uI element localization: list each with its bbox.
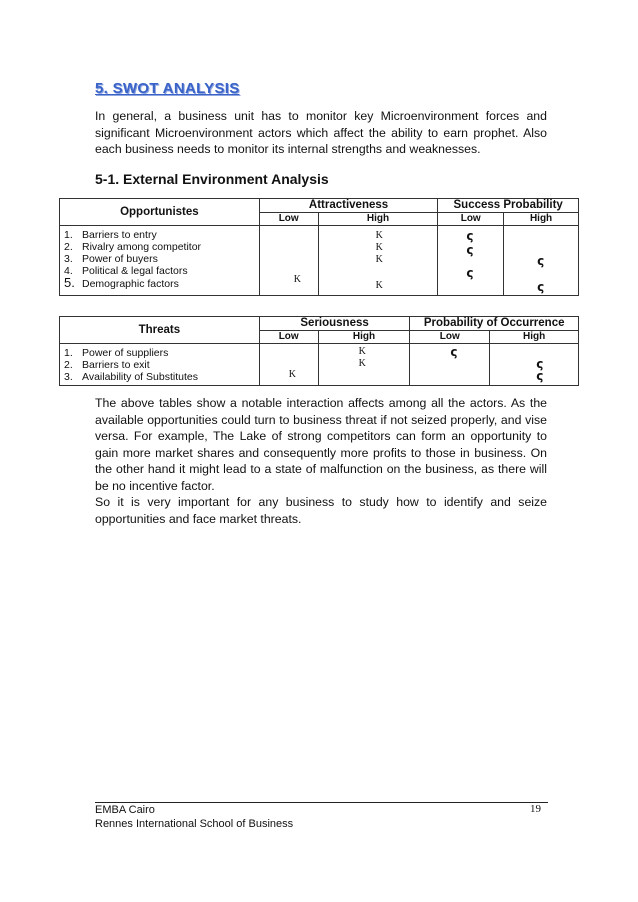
threats-header: Threats (60, 317, 260, 344)
success-low-cell (438, 226, 504, 296)
col-high: High (504, 213, 579, 226)
col-low: Low (438, 213, 504, 226)
occurrence-high-cell (490, 344, 579, 386)
col-high: High (318, 213, 438, 226)
seriousness-low-cell (259, 344, 318, 386)
probability-mark: ς (466, 266, 474, 280)
rating-mark: K (358, 358, 366, 369)
threats-list (60, 344, 260, 386)
rating-mark: K (293, 274, 301, 285)
list-item: 3. Availability of Substitutes (64, 371, 198, 383)
success-probability-header: Success Probability (438, 199, 579, 213)
col-high: High (490, 331, 579, 344)
list-item: 5. Demographic factors (64, 275, 179, 290)
probability-mark: ς (537, 254, 545, 268)
list-item: 2. Barriers to exit (64, 359, 150, 371)
probability-mark: ς (466, 243, 474, 257)
list-item: 1. Power of suppliers (64, 347, 169, 359)
col-low: Low (410, 331, 490, 344)
opportunities-list (60, 226, 260, 296)
body-paragraph (95, 395, 547, 527)
probability-occurrence-header: Probability of Occurrence (410, 317, 579, 331)
probability-mark: ς (466, 229, 474, 243)
probability-mark: ς (537, 280, 545, 294)
attractiveness-low-cell (259, 226, 318, 296)
footer-left (95, 803, 293, 831)
rating-mark: K (288, 369, 296, 380)
success-high-cell (504, 226, 579, 296)
section-title: 5. SWOT ANALYSIS (95, 80, 240, 97)
page-number: 19 (530, 803, 541, 815)
col-low: Low (259, 213, 318, 226)
list-item: 4. Political & legal factors (64, 265, 188, 277)
list-item: 1. Barriers to entry (64, 229, 157, 241)
list-item: 2. Rivalry among competitor (64, 241, 202, 253)
intro-paragraph: In general, a business unit has to monitor key Microenvironment forces and significant Microenvironment actors which affect the ability to earn prophet. Also each business needs to monitor its internal strengths and weaknesses. (95, 109, 547, 156)
opportunities-table (59, 198, 579, 296)
rating-mark: K (375, 280, 383, 291)
occurrence-low-cell (410, 344, 490, 386)
rating-mark: K (358, 346, 366, 357)
seriousness-high-cell (318, 344, 410, 386)
body-text-conclusion: So it is very important for any business to study how to identify and seize opportunities and face market threats. (95, 495, 547, 526)
col-low: Low (259, 331, 318, 344)
body-text: The above tables show a notable interaction affects among all the actors. As the available opportunities could turn to business threat if not seized properly, and vise versa. For example, The Lake of strong competitors can form an opportunity to gain more market shares and consequently more profits to those in business. On the other hand it might lead to a state of malfunction on the business, as there will be no incentive factor. (95, 396, 547, 493)
probability-mark: ς (536, 357, 544, 371)
seriousness-header: Seriousness (259, 317, 410, 331)
rating-mark: K (375, 230, 383, 241)
attractiveness-high-cell (318, 226, 438, 296)
footer-program: EMBA Cairo (95, 804, 155, 816)
rating-mark: K (375, 242, 383, 253)
rating-mark: K (375, 254, 383, 265)
list-item: 3. Power of buyers (64, 253, 158, 265)
threats-table (59, 316, 579, 386)
opportunities-header: Opportunistes (60, 199, 260, 226)
probability-mark: ς (450, 345, 458, 359)
attractiveness-header: Attractiveness (259, 199, 438, 213)
footer-school: Rennes International School of Business (95, 818, 294, 830)
subheading: 5-1. External Environment Analysis (95, 171, 329, 187)
col-high: High (318, 331, 410, 344)
probability-mark: ς (536, 369, 544, 383)
